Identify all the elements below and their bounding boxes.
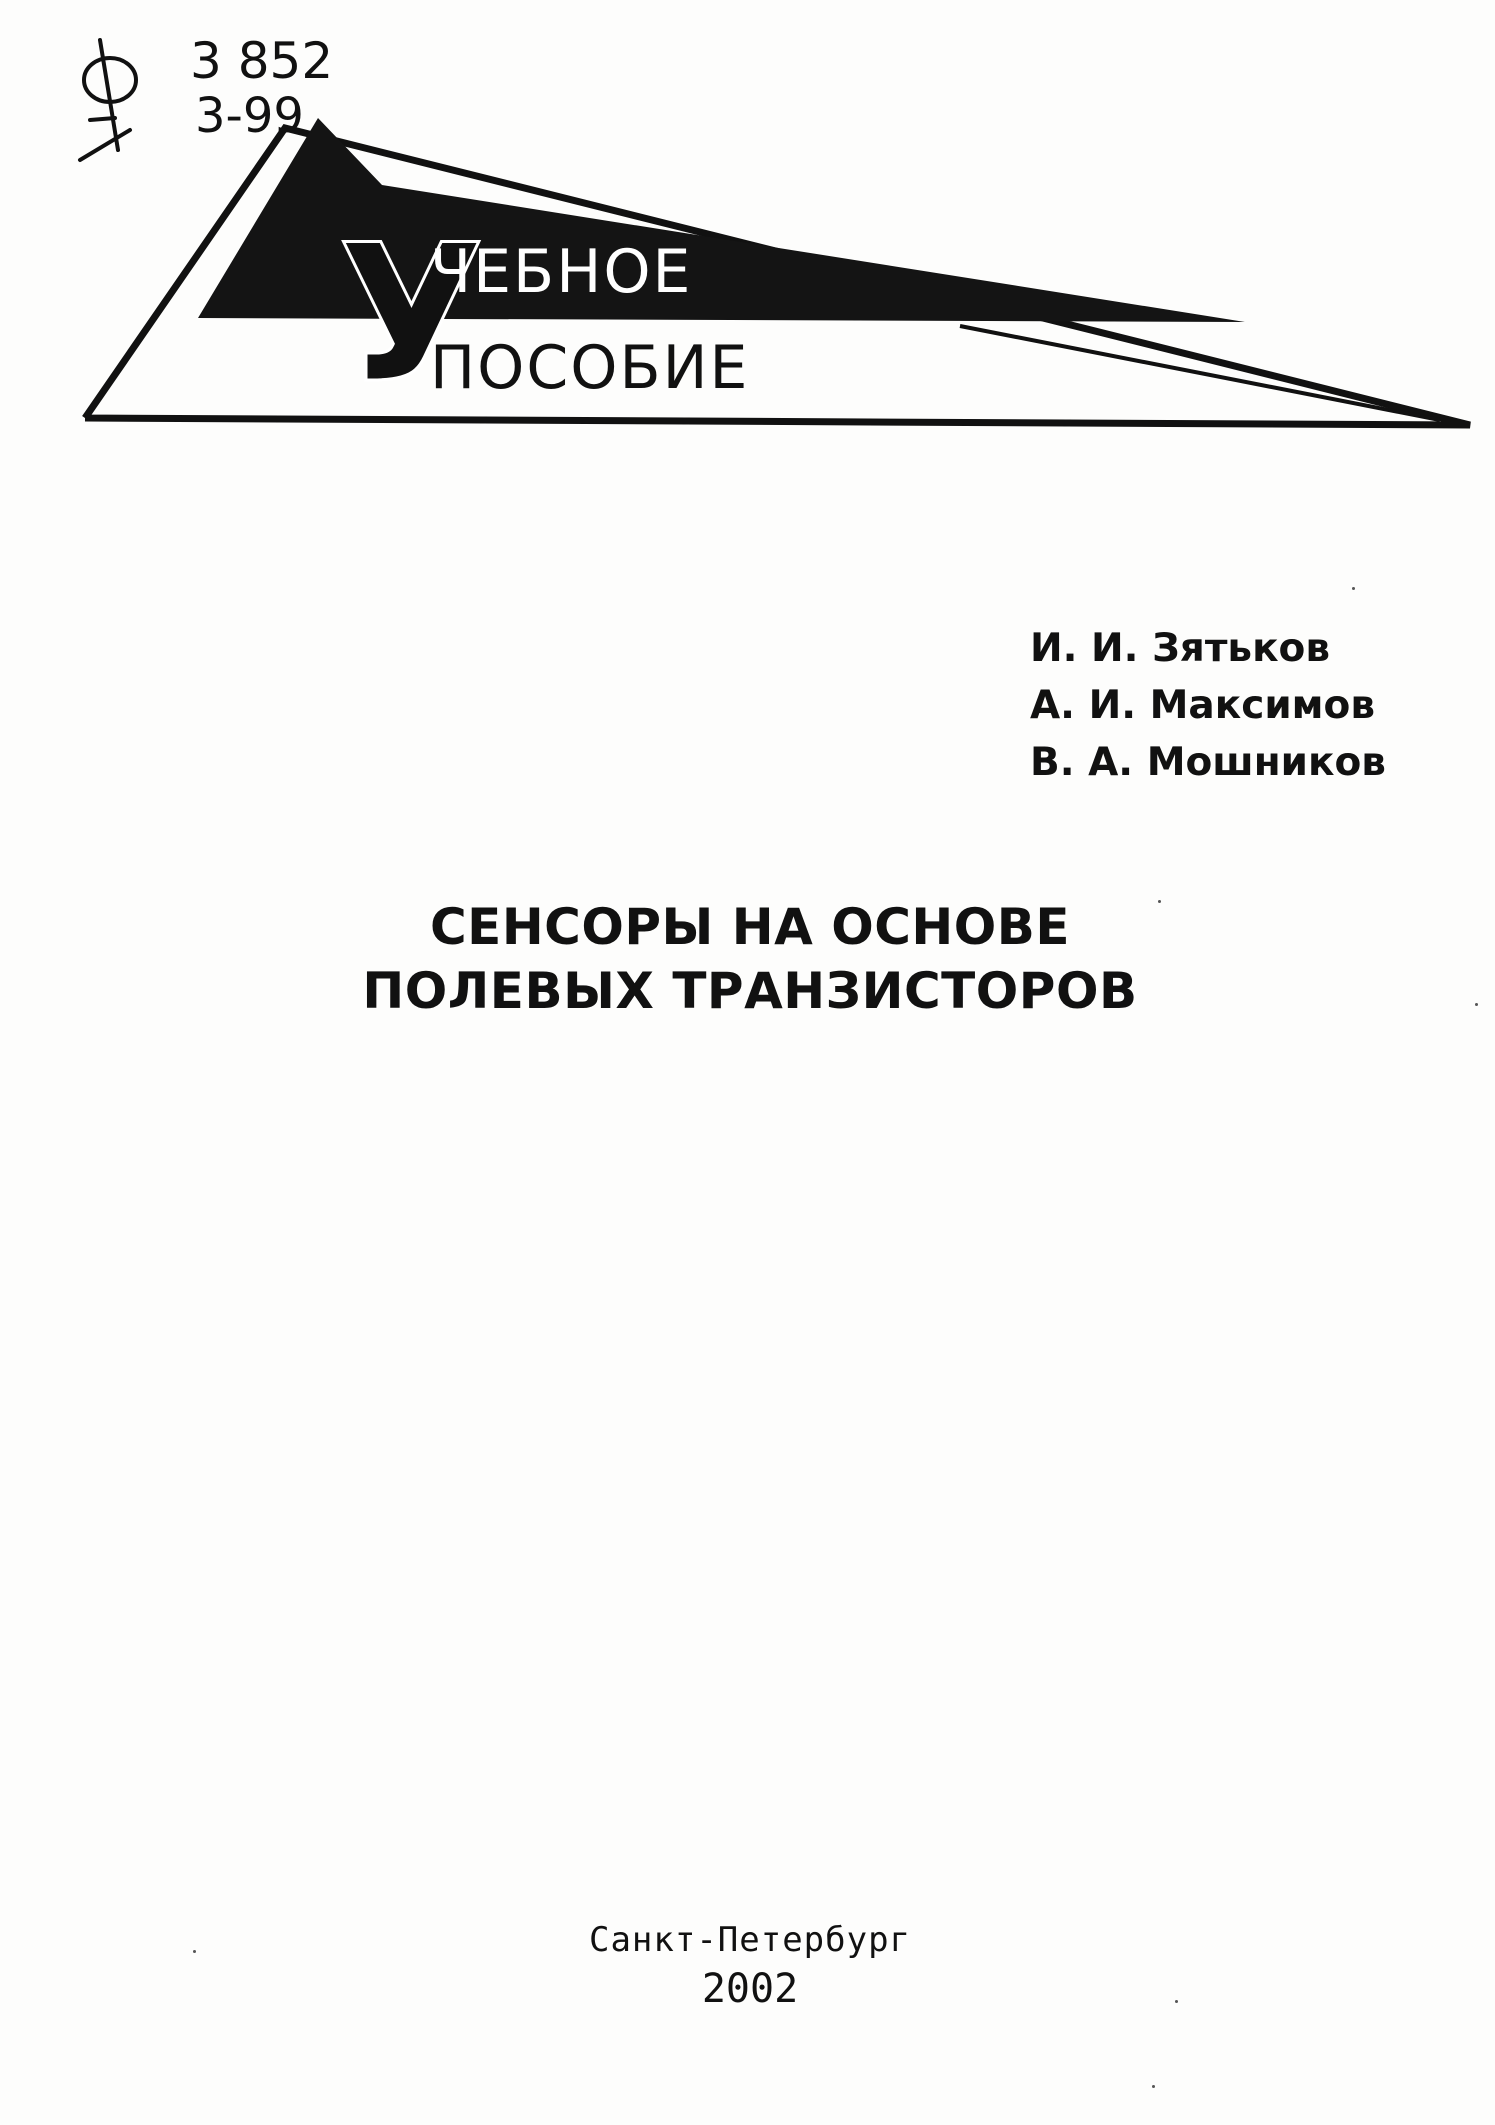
scan-speck: [193, 1950, 196, 1953]
shelfmark-line2: 3-99: [195, 88, 304, 144]
logo-initial: У: [338, 204, 485, 425]
author-name: В. А. Мошников: [1030, 740, 1386, 785]
author-name: И. И. Зятьков: [1030, 626, 1331, 671]
imprint: [550, 1920, 950, 2012]
book-title-line2: ПОЛЕВЫХ ТРАНЗИСТОРОВ: [362, 962, 1138, 1020]
book-title: [340, 895, 1160, 1023]
shelfmark-line1: 3 852: [190, 32, 334, 90]
imprint-city: Санкт-Петербург: [588, 1920, 912, 1960]
book-title-line1: СЕНСОРЫ НА ОСНОВЕ: [429, 898, 1071, 956]
logo-line2: ПОСОБИЕ: [430, 333, 750, 403]
imprint-year: 2002: [701, 1966, 799, 2012]
logo-inner-line: [960, 326, 1440, 420]
scan-speck: [1352, 587, 1355, 590]
handwritten-f-mark: [80, 40, 136, 160]
scan-speck: [1175, 2000, 1178, 2003]
scan-speck: [1158, 900, 1161, 903]
scan-speck: [1152, 2085, 1155, 2088]
author-name: А. И. Максимов: [1030, 683, 1376, 728]
scan-speck: [1475, 1003, 1478, 1006]
author-list: [1030, 620, 1386, 791]
logo-line1: ЧЕБНОЕ: [430, 237, 693, 307]
library-shelfmark: [60, 20, 400, 190]
